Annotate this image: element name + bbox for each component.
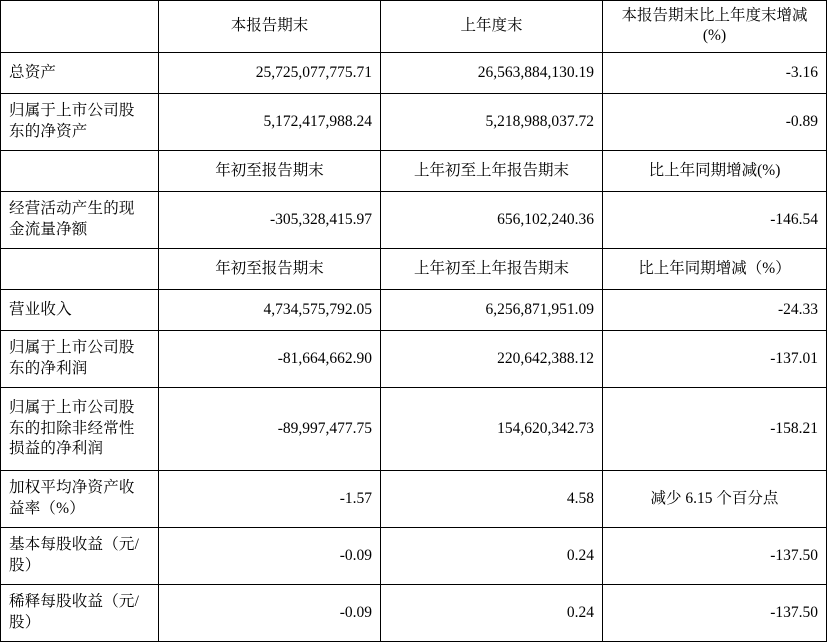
row-value-prior: 220,642,388.12	[381, 330, 603, 387]
table-row	[1, 191, 827, 248]
header-cell-change-pct: 本报告期末比上年度末增减(%)	[603, 1, 827, 53]
table-subheader-row	[1, 248, 827, 289]
subheader-cell-yoy-change: 比上年同期增减(%)	[603, 150, 827, 191]
table-row	[1, 584, 827, 641]
table-row	[1, 527, 827, 584]
table-subheader-row	[1, 150, 827, 191]
row-value-prior: 0.24	[381, 584, 603, 641]
subheader-cell-blank	[1, 150, 159, 191]
row-value-change: -146.54	[603, 191, 827, 248]
row-value-change: -137.50	[603, 527, 827, 584]
row-value-current: -89,997,477.75	[159, 387, 381, 470]
row-value-current: 5,172,417,988.24	[159, 93, 381, 150]
row-value-prior: 656,102,240.36	[381, 191, 603, 248]
table-row	[1, 289, 827, 330]
table-row	[1, 52, 827, 93]
subheader-cell-prior-ytd: 上年初至上年报告期末	[381, 150, 603, 191]
table-row	[1, 330, 827, 387]
row-label: 基本每股收益（元/股）	[1, 527, 159, 584]
row-value-current: -0.09	[159, 584, 381, 641]
table-body	[1, 1, 827, 642]
row-label: 稀释每股收益（元/股）	[1, 584, 159, 641]
row-value-current: -81,664,662.90	[159, 330, 381, 387]
row-value-current: 25,725,077,775.71	[159, 52, 381, 93]
table-row	[1, 93, 827, 150]
row-value-current: -0.09	[159, 527, 381, 584]
subheader-cell-prior-ytd: 上年初至上年报告期末	[381, 248, 603, 289]
row-label: 归属于上市公司股东的扣除非经常性损益的净利润	[1, 387, 159, 470]
row-value-current: -305,328,415.97	[159, 191, 381, 248]
table-header-row	[1, 1, 827, 53]
row-value-change: -3.16	[603, 52, 827, 93]
row-value-current: 4,734,575,792.05	[159, 289, 381, 330]
row-label: 归属于上市公司股东的净利润	[1, 330, 159, 387]
row-value-change: -0.89	[603, 93, 827, 150]
header-cell-current-period-end: 本报告期末	[159, 1, 381, 53]
table-row	[1, 470, 827, 527]
subheader-cell-ytd: 年初至报告期末	[159, 248, 381, 289]
row-label: 营业收入	[1, 289, 159, 330]
row-label: 总资产	[1, 52, 159, 93]
header-cell-blank	[1, 1, 159, 53]
row-label: 经营活动产生的现金流量净额	[1, 191, 159, 248]
row-value-prior: 6,256,871,951.09	[381, 289, 603, 330]
header-cell-prior-year-end: 上年度末	[381, 1, 603, 53]
subheader-cell-yoy-change: 比上年同期增减（%）	[603, 248, 827, 289]
table-row	[1, 387, 827, 470]
row-label: 加权平均净资产收益率（%）	[1, 470, 159, 527]
row-value-prior: 26,563,884,130.19	[381, 52, 603, 93]
subheader-cell-ytd: 年初至报告期末	[159, 150, 381, 191]
row-value-prior: 154,620,342.73	[381, 387, 603, 470]
row-value-prior: 4.58	[381, 470, 603, 527]
row-value-change: -137.01	[603, 330, 827, 387]
row-value-change: 减少 6.15 个百分点	[603, 470, 827, 527]
row-value-prior: 0.24	[381, 527, 603, 584]
row-value-change: -158.21	[603, 387, 827, 470]
row-label: 归属于上市公司股东的净资产	[1, 93, 159, 150]
row-value-prior: 5,218,988,037.72	[381, 93, 603, 150]
row-value-change: -137.50	[603, 584, 827, 641]
subheader-cell-blank	[1, 248, 159, 289]
row-value-change: -24.33	[603, 289, 827, 330]
row-value-current: -1.57	[159, 470, 381, 527]
